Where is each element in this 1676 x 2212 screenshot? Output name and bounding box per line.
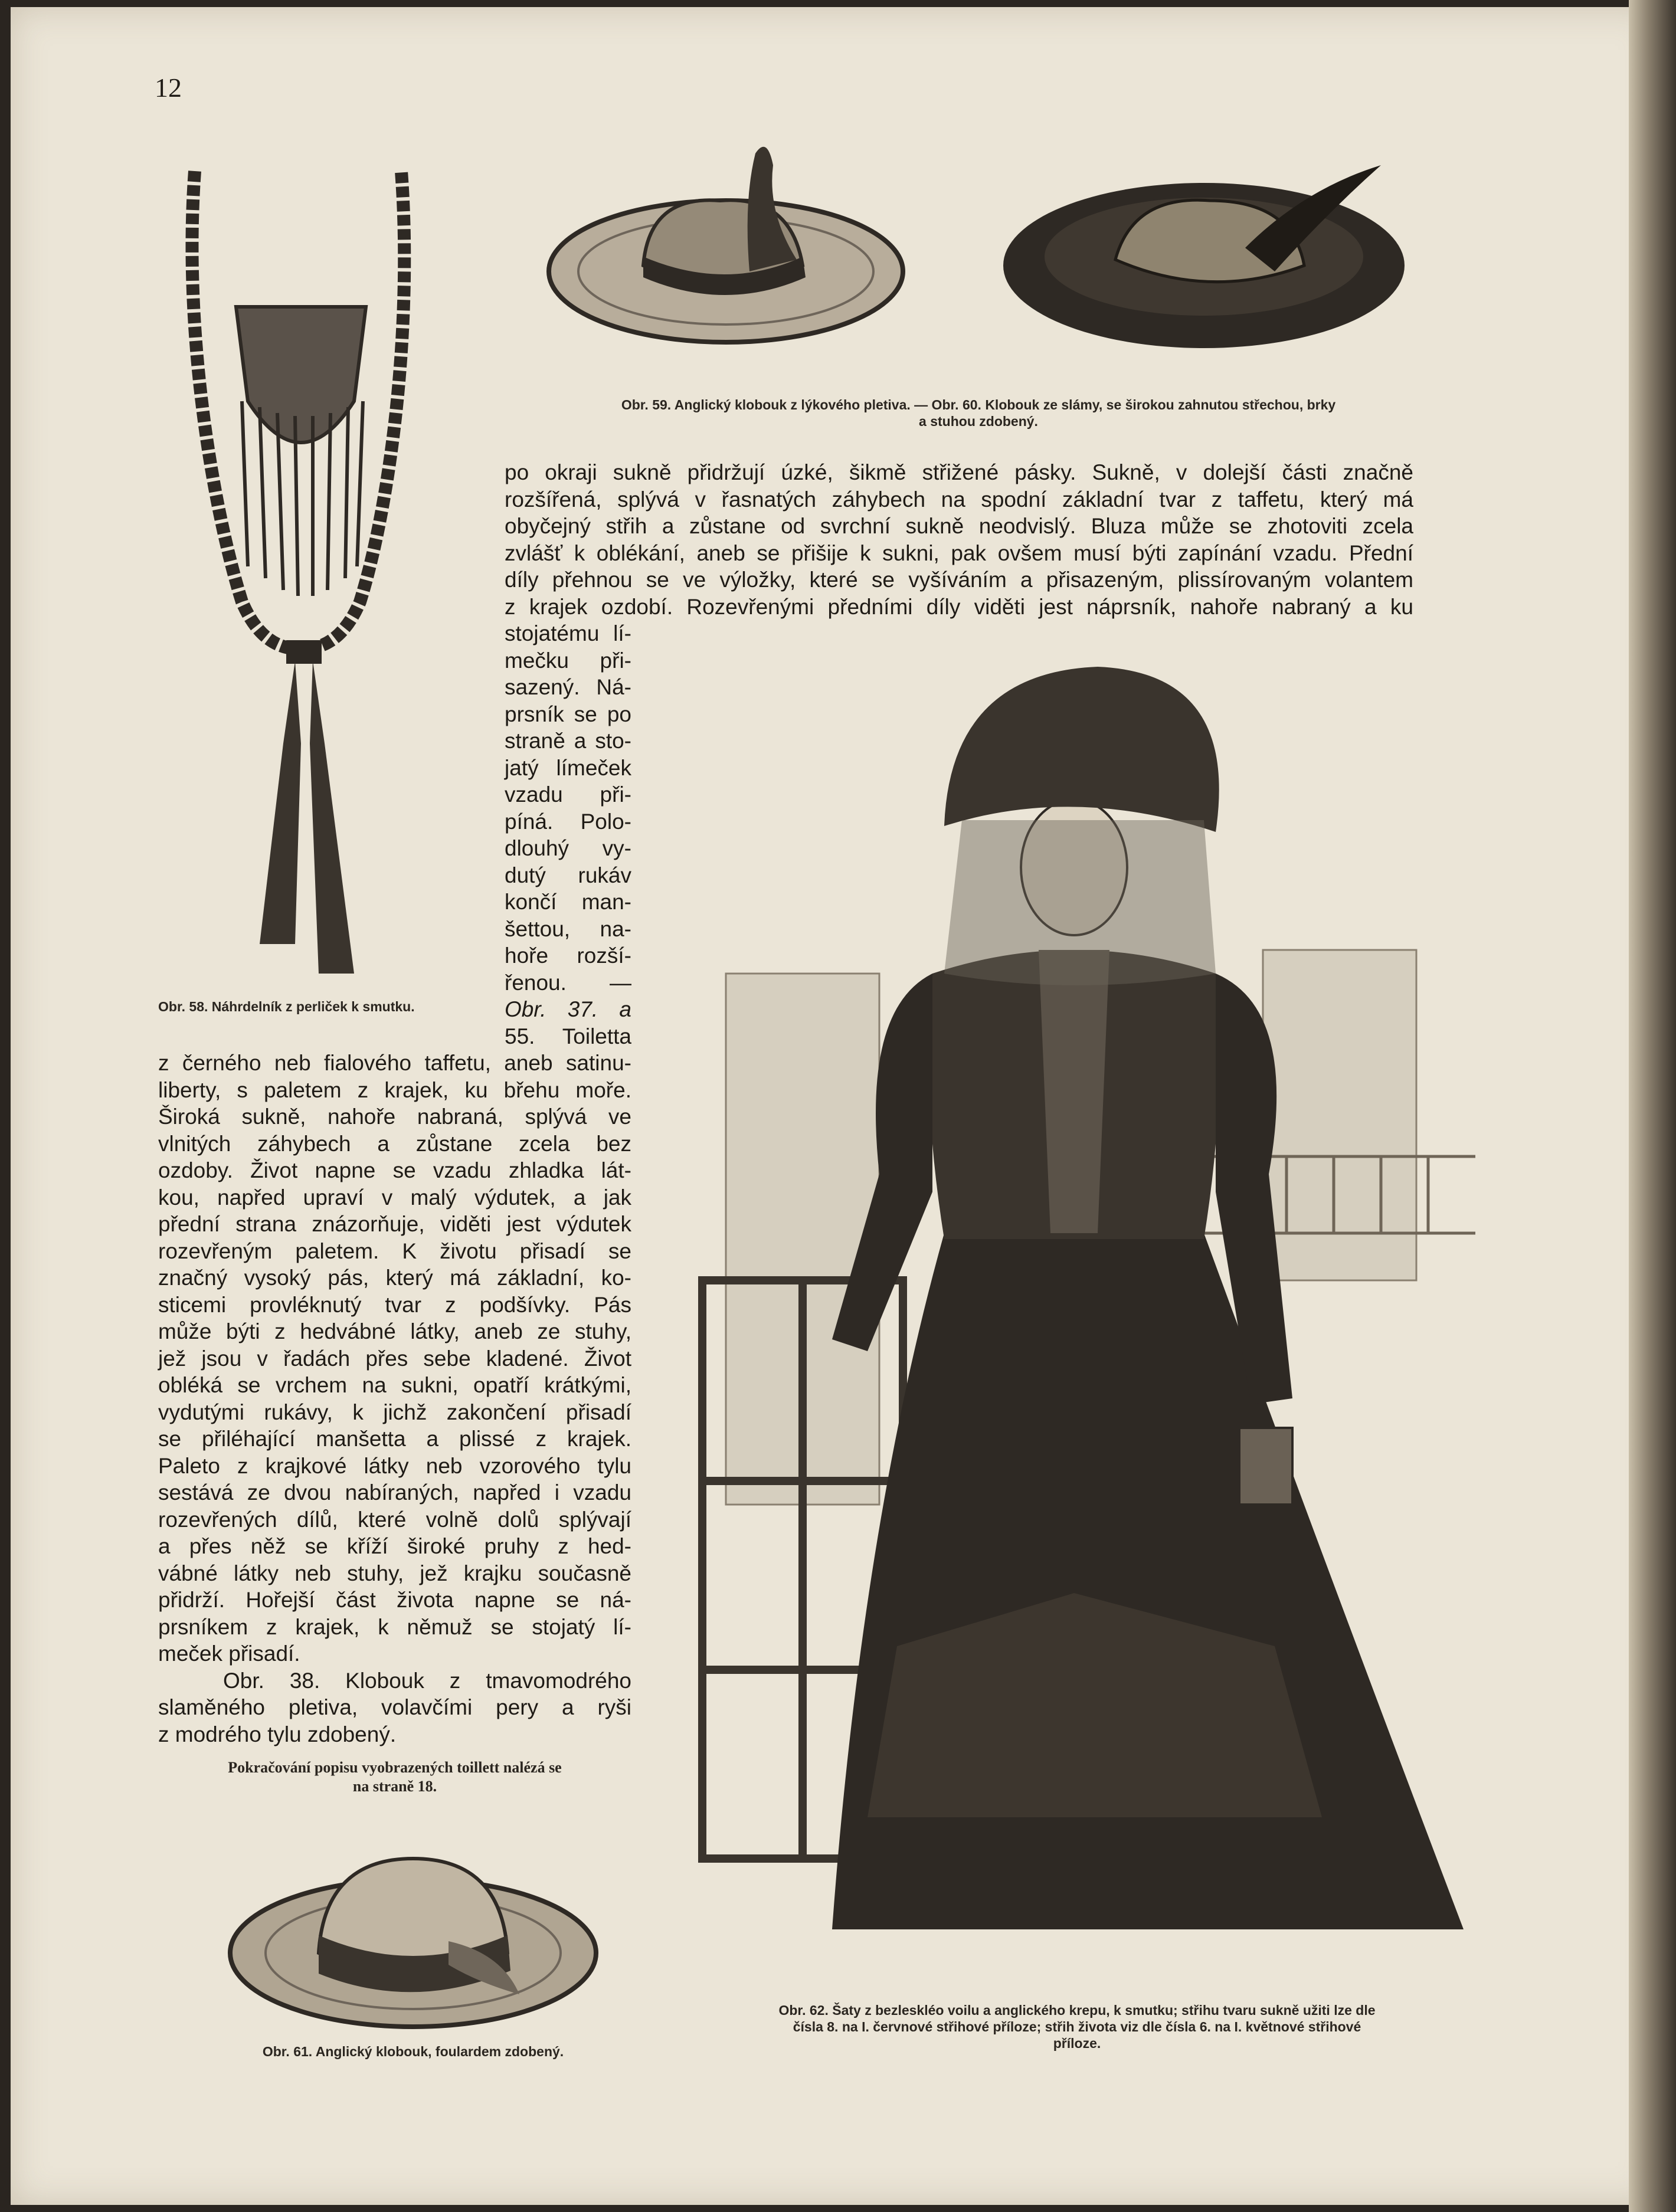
text-line: značný vysoký pás, který má základní, ko- xyxy=(158,1266,631,1290)
continuation-note-line1: Pokračování popisu vyobrazených toillett nalézá se xyxy=(228,1759,562,1776)
text-line: vábné látky neb stuhy, jež krajku současně xyxy=(158,1561,631,1585)
text-line: prsník se po xyxy=(505,702,631,726)
text-line: mečku při- xyxy=(505,648,631,673)
main-text-column xyxy=(158,1050,631,1748)
caption-fig58: Obr. 58. Náhrdelník z perliček k smutku. xyxy=(158,999,415,1014)
text-line: sazený. Ná- xyxy=(505,675,631,699)
text-line: z krajek ozdobí. Rozevřenými předními díly viděti jest náprsník, nahoře nabraný a ku xyxy=(505,594,1413,619)
text-line: končí man- xyxy=(505,890,631,914)
top-paragraph xyxy=(505,459,1413,620)
caption-fig62 xyxy=(693,2002,1461,2052)
text-line: přidrží. Hořejší část života napne se ná- xyxy=(158,1588,631,1612)
page-number: 12 xyxy=(155,73,182,103)
necklace-illustration xyxy=(177,153,425,991)
caption-fig62-line3: příloze. xyxy=(1053,2036,1101,2051)
book-spine-edge xyxy=(1629,0,1676,2212)
hat-illustration-fig61 xyxy=(224,1835,602,2036)
text-line: a přes něž se kříží široké pruhy z hed- xyxy=(158,1534,631,1558)
text-line: straně a sto- xyxy=(505,729,631,753)
text-line: se přiléhající manšetta a plissé z krajek. xyxy=(158,1427,631,1451)
text-line: Široká sukně, nahoře nabraná, splývá ve xyxy=(158,1105,631,1129)
text-line: sestává ze dvou nabíraných, napřed i vzadu xyxy=(158,1480,631,1505)
text-line: ozdoby. Život napne se vzadu zhladka lát- xyxy=(158,1158,631,1182)
text-line: rozevřeným paletem. K životu přisadí se xyxy=(158,1238,631,1263)
text-line: jež jsou v řadách přes sebe kladené. Život xyxy=(158,1346,631,1371)
text-line: rozšířená, splývá v řasnatých záhybech na spodní základní tvar z taffetu, který má xyxy=(505,487,1413,512)
caption-fig62-line2: čísla 8. na I. červnové střihové příloze; střih života viz dle čísla 6. na I. květnové střihové xyxy=(793,2019,1361,2034)
text-line: Obr. 38. Klobouk z tmavomodrého xyxy=(223,1668,631,1693)
text-line: vzadu při- xyxy=(505,782,631,807)
caption-fig61: Obr. 61. Anglický klobouk, foulardem zdobený. xyxy=(262,2044,564,2059)
text-line: vlnitých záhybech a zůstane zcela bez xyxy=(158,1131,631,1156)
hat-illustration-fig60 xyxy=(997,130,1410,366)
caption-fig59-60-line2: a stuhou zdobený. xyxy=(919,414,1038,429)
text-line: hoře rozší- xyxy=(505,943,631,968)
continuation-note xyxy=(158,1758,631,1796)
text-line: zvlášť k oblékání, aneb se přišije k sukni, pak ovšem musí býti zapínání vzadu. Přední xyxy=(505,540,1413,565)
text-line: slaměného pletiva, volavčími pery a ryši xyxy=(158,1695,631,1719)
text-line: může býti z hedvábné látky, aneb ze stuhy, xyxy=(158,1319,631,1343)
text-line: Paleto z krajkové látky neb vzorového tylu xyxy=(158,1453,631,1478)
text-line: prsníkem z krajek, k němuž se stojatý lí- xyxy=(158,1614,631,1639)
text-line: šettou, na- xyxy=(505,916,631,941)
text-line: z černého neb fialového taffetu, aneb satinu- xyxy=(158,1051,631,1075)
text-line: řenou. — xyxy=(505,970,631,995)
text-line: dutý rukáv xyxy=(505,863,631,887)
text-line: vydutými rukávy, k jichž zakončení přisadí xyxy=(158,1400,631,1424)
narrow-text-column xyxy=(505,620,631,1050)
text-line: stojatému lí- xyxy=(505,621,631,645)
text-line: Obr. 37. a xyxy=(505,997,631,1021)
text-line: přední strana znázorňuje, viděti jest výdutek xyxy=(158,1212,631,1236)
caption-fig59-60-line1: Obr. 59. Anglický klobouk z lýkového pletiva. — Obr. 60. Klobouk ze slámy, se širokou zahnutou střechou, brky xyxy=(621,397,1336,412)
caption-fig59-60 xyxy=(524,396,1433,430)
text-line: obyčejný střih a zůstane od svrchní sukně neodvislý. Bluza může se zhotoviti zcela xyxy=(505,514,1413,538)
woman-dress-illustration-fig62 xyxy=(685,643,1487,1971)
text-line: dlouhý vy- xyxy=(505,836,631,860)
text-line: po okraji sukně přidržují úzké, šikmě střižené pásky. Sukně, v dolejší části značně xyxy=(505,460,1413,484)
text-line: 55. Toiletta xyxy=(505,1024,631,1048)
continuation-note-line2: na straně 18. xyxy=(352,1778,437,1795)
text-line: díly přehnou se ve výložky, které se vyšíváním a přisazeným, plissírovaným volantem xyxy=(505,568,1413,592)
text-line: liberty, s paletem z krajek, ku břehu moře. xyxy=(158,1077,631,1102)
text-line: meček přisadí. xyxy=(158,1641,300,1666)
text-line: z modrého tylu zdobený. xyxy=(158,1722,397,1746)
text-line: sticemi provléknutý tvar z podšívky. Pás xyxy=(158,1292,631,1317)
caption-fig62-line1: Obr. 62. Šaty z bezleskléo voilu a anglického krepu, k smutku; střihu tvaru sukně užiti lze dle xyxy=(778,2003,1376,2018)
text-line: rozevřených dílů, které volně dolů splývají xyxy=(158,1507,631,1532)
text-line: píná. Polo- xyxy=(505,809,631,834)
text-line: jatý límeček xyxy=(505,755,631,780)
text-line: kou, napřed upraví v malý výdutek, a jak xyxy=(158,1185,631,1210)
hat-illustration-fig59 xyxy=(543,130,909,354)
text-line: obléká se vrchem na sukni, opatří krátkými, xyxy=(158,1373,631,1397)
